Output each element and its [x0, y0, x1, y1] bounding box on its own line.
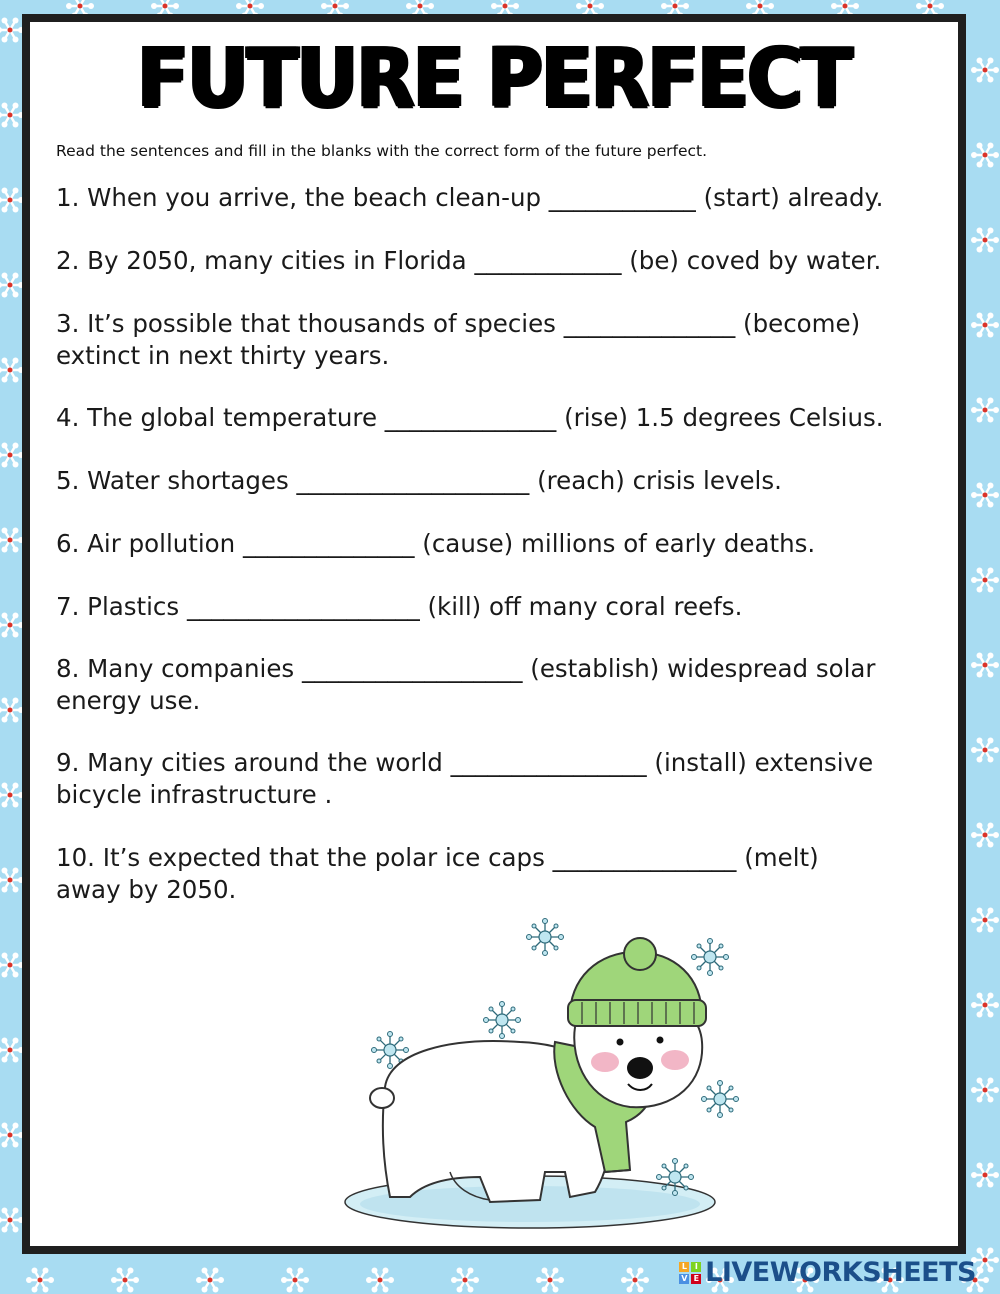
border-snowflake-icon: [0, 188, 24, 213]
border-snowflake-icon: [26, 1268, 54, 1293]
border-snowflake-icon: [0, 698, 24, 723]
border-snowflake-icon: [0, 868, 24, 893]
border-snowflake-icon: [0, 443, 24, 468]
snowflake-icon: [702, 1081, 739, 1118]
border-snowflake-icon: [971, 483, 999, 508]
border-snowflake-icon: [971, 398, 999, 423]
border-snowflake-icon: [971, 653, 999, 678]
question-3: [56, 308, 936, 372]
instructions: Read the sentences and fill in the blanks with the correct form of the future perfect.: [56, 142, 708, 160]
border-snowflake-icon: [971, 1163, 999, 1188]
border-snowflake-icon: [0, 103, 24, 128]
border-snowflake-icon: [0, 1123, 24, 1148]
question-text: 4. The global temperature ______________ (rise) 1.5 degrees Celsius.: [56, 403, 884, 432]
border-snowflake-icon: [971, 58, 999, 83]
question-text-continued: extinct in next thirty years.: [56, 341, 390, 370]
question-9: [56, 747, 936, 811]
worksheet-title: FUTURE PERFECT: [137, 29, 851, 126]
snowflake-icon: [692, 939, 729, 976]
border-snowflake-icon: [0, 953, 24, 978]
border-snowflake-icon: [451, 1268, 479, 1293]
border-snowflake-icon: [971, 313, 999, 338]
logo-text: LIVEWORKSHEETS: [705, 1257, 976, 1288]
border-snowflake-icon: [0, 358, 24, 383]
question-text-continued: away by 2050.: [56, 875, 237, 904]
question-text: 1. When you arrive, the beach clean-up ____________ (start) already.: [56, 183, 884, 212]
border-snowflake-icon: [536, 1268, 564, 1293]
question-1: [56, 182, 936, 214]
border-snowflake-icon: [971, 738, 999, 763]
border-snowflake-icon: [281, 1268, 309, 1293]
border-snowflake-icon: [0, 613, 24, 638]
question-text-continued: bicycle infrastructure .: [56, 780, 333, 809]
border-snowflake-icon: [0, 783, 24, 808]
question-text: 7. Plastics ___________________ (kill) off many coral reefs.: [56, 592, 743, 621]
question-text: 9. Many cities around the world ________________ (install) extensive: [56, 748, 874, 777]
question-text: 6. Air pollution ______________ (cause) millions of early deaths.: [56, 529, 816, 558]
border-snowflake-icon: [0, 18, 24, 43]
question-5: [56, 465, 936, 497]
question-text: 5. Water shortages ___________________ (reach) crisis levels.: [56, 466, 782, 495]
question-text-continued: energy use.: [56, 686, 201, 715]
snowflake-icon: [527, 919, 564, 956]
question-text: 8. Many companies __________________ (establish) widespread solar: [56, 654, 876, 683]
question-text: 10. It’s expected that the polar ice caps _______________ (melt): [56, 843, 819, 872]
border-snowflake-icon: [0, 528, 24, 553]
border-snowflake-icon: [366, 1268, 394, 1293]
border-snowflake-icon: [111, 1268, 139, 1293]
question-text: 3. It’s possible that thousands of species ______________ (become): [56, 309, 861, 338]
border-snowflake-icon: [971, 143, 999, 168]
border-snowflake-icon: [971, 568, 999, 593]
liveworksheets-logo: [679, 1257, 976, 1288]
question-6: [56, 528, 936, 560]
hat-pompom: [624, 938, 656, 970]
border-snowflake-icon: [971, 1078, 999, 1103]
question-text: 2. By 2050, many cities in Florida ____________ (be) coved by water.: [56, 246, 882, 275]
snowflake-icon: [484, 1002, 521, 1039]
border-snowflake-icon: [971, 908, 999, 933]
border-snowflake-icon: [0, 1208, 24, 1233]
border-snowflake-icon: [0, 1038, 24, 1063]
border-snowflake-icon: [971, 228, 999, 253]
border-snowflake-icon: [971, 993, 999, 1018]
logo-icon: L I V E: [679, 1262, 701, 1284]
worksheet-page: [30, 22, 958, 1246]
worksheet-frame: [22, 14, 966, 1254]
bear-nose: [627, 1057, 653, 1079]
question-7: [56, 591, 936, 623]
border-snowflake-icon: [971, 823, 999, 848]
question-10: [56, 842, 936, 906]
border-snowflake-icon: [196, 1268, 224, 1293]
polar-bear-illustration: [330, 902, 750, 1242]
question-2: [56, 245, 936, 277]
border-snowflake-icon: [0, 273, 24, 298]
border-snowflake-icon: [621, 1268, 649, 1293]
question-4: [56, 402, 936, 434]
question-8: [56, 653, 936, 717]
